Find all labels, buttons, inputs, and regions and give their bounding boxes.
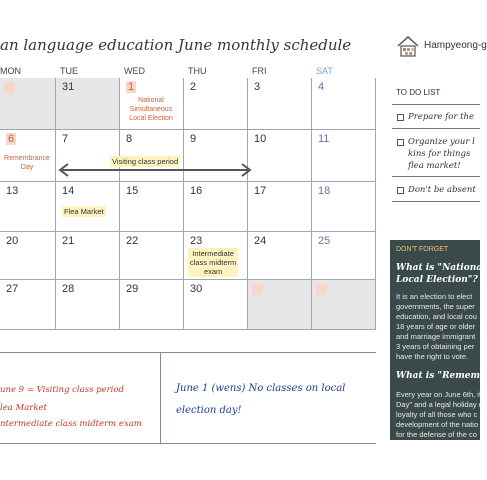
calendar-day-cell[interactable] — [0, 232, 56, 280]
day-number: 4 — [318, 81, 325, 93]
question-body-line: 18 years of age or older — [396, 322, 476, 331]
weekday-header: MON — [0, 66, 21, 76]
calendar-day-cell[interactable] — [248, 130, 312, 182]
question-body-line: It is an election to elect — [396, 292, 473, 301]
todo-checkbox[interactable] — [397, 114, 404, 121]
day-number: 22 — [126, 235, 139, 247]
calendar-day-cell[interactable] — [248, 280, 312, 330]
question-title: Local Election"? — [396, 275, 478, 285]
day-number: 16 — [190, 185, 203, 197]
visiting-period-label: Visiting class period — [112, 157, 179, 166]
calendar-day-cell[interactable] — [312, 280, 376, 330]
todo-checkbox[interactable] — [397, 187, 404, 194]
calendar-day-cell[interactable] — [0, 130, 56, 182]
day-number: 9 — [190, 133, 197, 145]
todo-title: TO DO LIST — [396, 88, 441, 97]
question-body-line: and marriage immigrant — [396, 332, 476, 341]
calendar-day-cell[interactable] — [120, 78, 184, 130]
empty-day-marker — [4, 82, 15, 93]
empty-day-marker — [252, 284, 263, 295]
question-body-line: 3 years of obtaining per — [396, 342, 475, 351]
question-body-line: have the right to vote. — [396, 352, 469, 361]
todo-divider — [392, 201, 480, 202]
day-number: 1 — [128, 81, 135, 93]
calendar-day-cell[interactable] — [184, 280, 248, 330]
todo-item-text: Organize your l — [408, 137, 475, 147]
notes-divider — [160, 353, 161, 443]
calendar-day-cell[interactable] — [0, 280, 56, 330]
note-left-line: une 9 = Visiting class period — [0, 385, 124, 395]
todo-item-text: Prepare for the — [408, 112, 475, 122]
day-number: 24 — [254, 235, 267, 247]
day-number: 18 — [318, 185, 331, 197]
day-number: 10 — [254, 133, 267, 145]
todo-divider — [392, 104, 480, 105]
note-left-line: ntermediate class midterm exam — [0, 419, 142, 429]
day-number: 8 — [126, 133, 133, 145]
calendar-day-cell[interactable] — [120, 182, 184, 232]
day-number: 29 — [126, 283, 139, 295]
note-right-line: election day! — [176, 405, 242, 416]
day-number: 2 — [190, 81, 197, 93]
day-number: 3 — [254, 81, 261, 93]
calendar-day-cell[interactable] — [56, 182, 120, 232]
weekday-header: THU — [188, 66, 207, 76]
calendar-day-cell[interactable] — [56, 78, 120, 130]
calendar-day-cell[interactable] — [56, 280, 120, 330]
day-number: 28 — [62, 283, 75, 295]
todo-divider — [392, 128, 480, 129]
page-title: an language education June monthly schedule — [0, 36, 352, 54]
day-number: 27 — [6, 283, 19, 295]
day-number: 13 — [6, 185, 19, 197]
calendar-highlight-event: Flea Market — [64, 207, 104, 216]
note-right-line: June 1 (wens) No classes on local — [176, 383, 346, 394]
question-title: What is "Rememb — [396, 371, 487, 381]
day-number: 6 — [8, 133, 15, 145]
day-number: 7 — [62, 133, 69, 145]
empty-day-marker — [316, 284, 327, 295]
weekday-header: WED — [124, 66, 145, 76]
day-number: 11 — [318, 133, 330, 145]
calendar-day-cell[interactable] — [312, 130, 376, 182]
question-body-line: governments, the super — [396, 302, 475, 311]
day-number: 31 — [62, 81, 75, 93]
calendar-day-cell[interactable] — [0, 182, 56, 232]
calendar-day-cell[interactable] — [184, 182, 248, 232]
calendar-day-cell[interactable] — [184, 78, 248, 130]
notes-area — [0, 352, 376, 444]
calendar-day-cell[interactable] — [312, 232, 376, 280]
weekday-header: TUE — [60, 66, 78, 76]
note-left-line: lea Market — [0, 403, 47, 413]
calendar-day-cell[interactable] — [312, 182, 376, 232]
calendar-highlight-event: Intermediate class midterm exam — [190, 249, 237, 276]
day-number: 21 — [62, 235, 75, 247]
question-body-line: for the defense of the co — [396, 430, 477, 439]
calendar-day-cell[interactable] — [184, 232, 248, 280]
calendar-day-cell[interactable] — [56, 232, 120, 280]
day-number: 20 — [6, 235, 19, 247]
question-body-line: development of the natio — [396, 420, 479, 429]
day-number: 15 — [126, 185, 139, 197]
house-logo-icon — [396, 34, 420, 58]
todo-checkbox[interactable] — [397, 139, 404, 146]
calendar-day-cell[interactable] — [0, 78, 56, 130]
calendar-day-cell[interactable] — [248, 78, 312, 130]
calendar-day-cell[interactable] — [120, 280, 184, 330]
weekday-header: SAT — [316, 66, 333, 76]
day-number: 25 — [318, 235, 331, 247]
day-number: 17 — [254, 185, 267, 197]
day-number: 30 — [190, 283, 203, 295]
calendar-day-cell[interactable] — [248, 232, 312, 280]
calendar-day-cell[interactable] — [120, 232, 184, 280]
question-body-line: loyalty of all those who c — [396, 410, 478, 419]
todo-item-text: Don't be absent — [408, 185, 476, 195]
todo-item-text: flea market! — [408, 161, 461, 171]
todo-divider — [392, 176, 480, 177]
calendar-event: National Simultaneous Local Election — [129, 97, 173, 122]
calendar-event: Remembrance Day — [4, 155, 50, 171]
weekday-header: FRI — [252, 66, 267, 76]
brand-name: Hampyeong-g — [424, 40, 487, 51]
dont-forget-panel — [390, 240, 487, 440]
question-body-line: Every year on June 6th, it — [396, 390, 482, 399]
day-number: 23 — [190, 235, 203, 247]
question-body-line: education, and local cou — [396, 312, 477, 321]
question-body-line: Day" and a legal holiday c — [396, 400, 483, 409]
dont-forget-header: DON'T FORGET — [396, 246, 449, 253]
todo-item-text: kins for things — [408, 149, 471, 159]
calendar-day-cell[interactable] — [312, 78, 376, 130]
day-number: 14 — [62, 185, 75, 197]
calendar-day-cell[interactable] — [248, 182, 312, 232]
question-title: What is "Nationa — [396, 263, 483, 273]
